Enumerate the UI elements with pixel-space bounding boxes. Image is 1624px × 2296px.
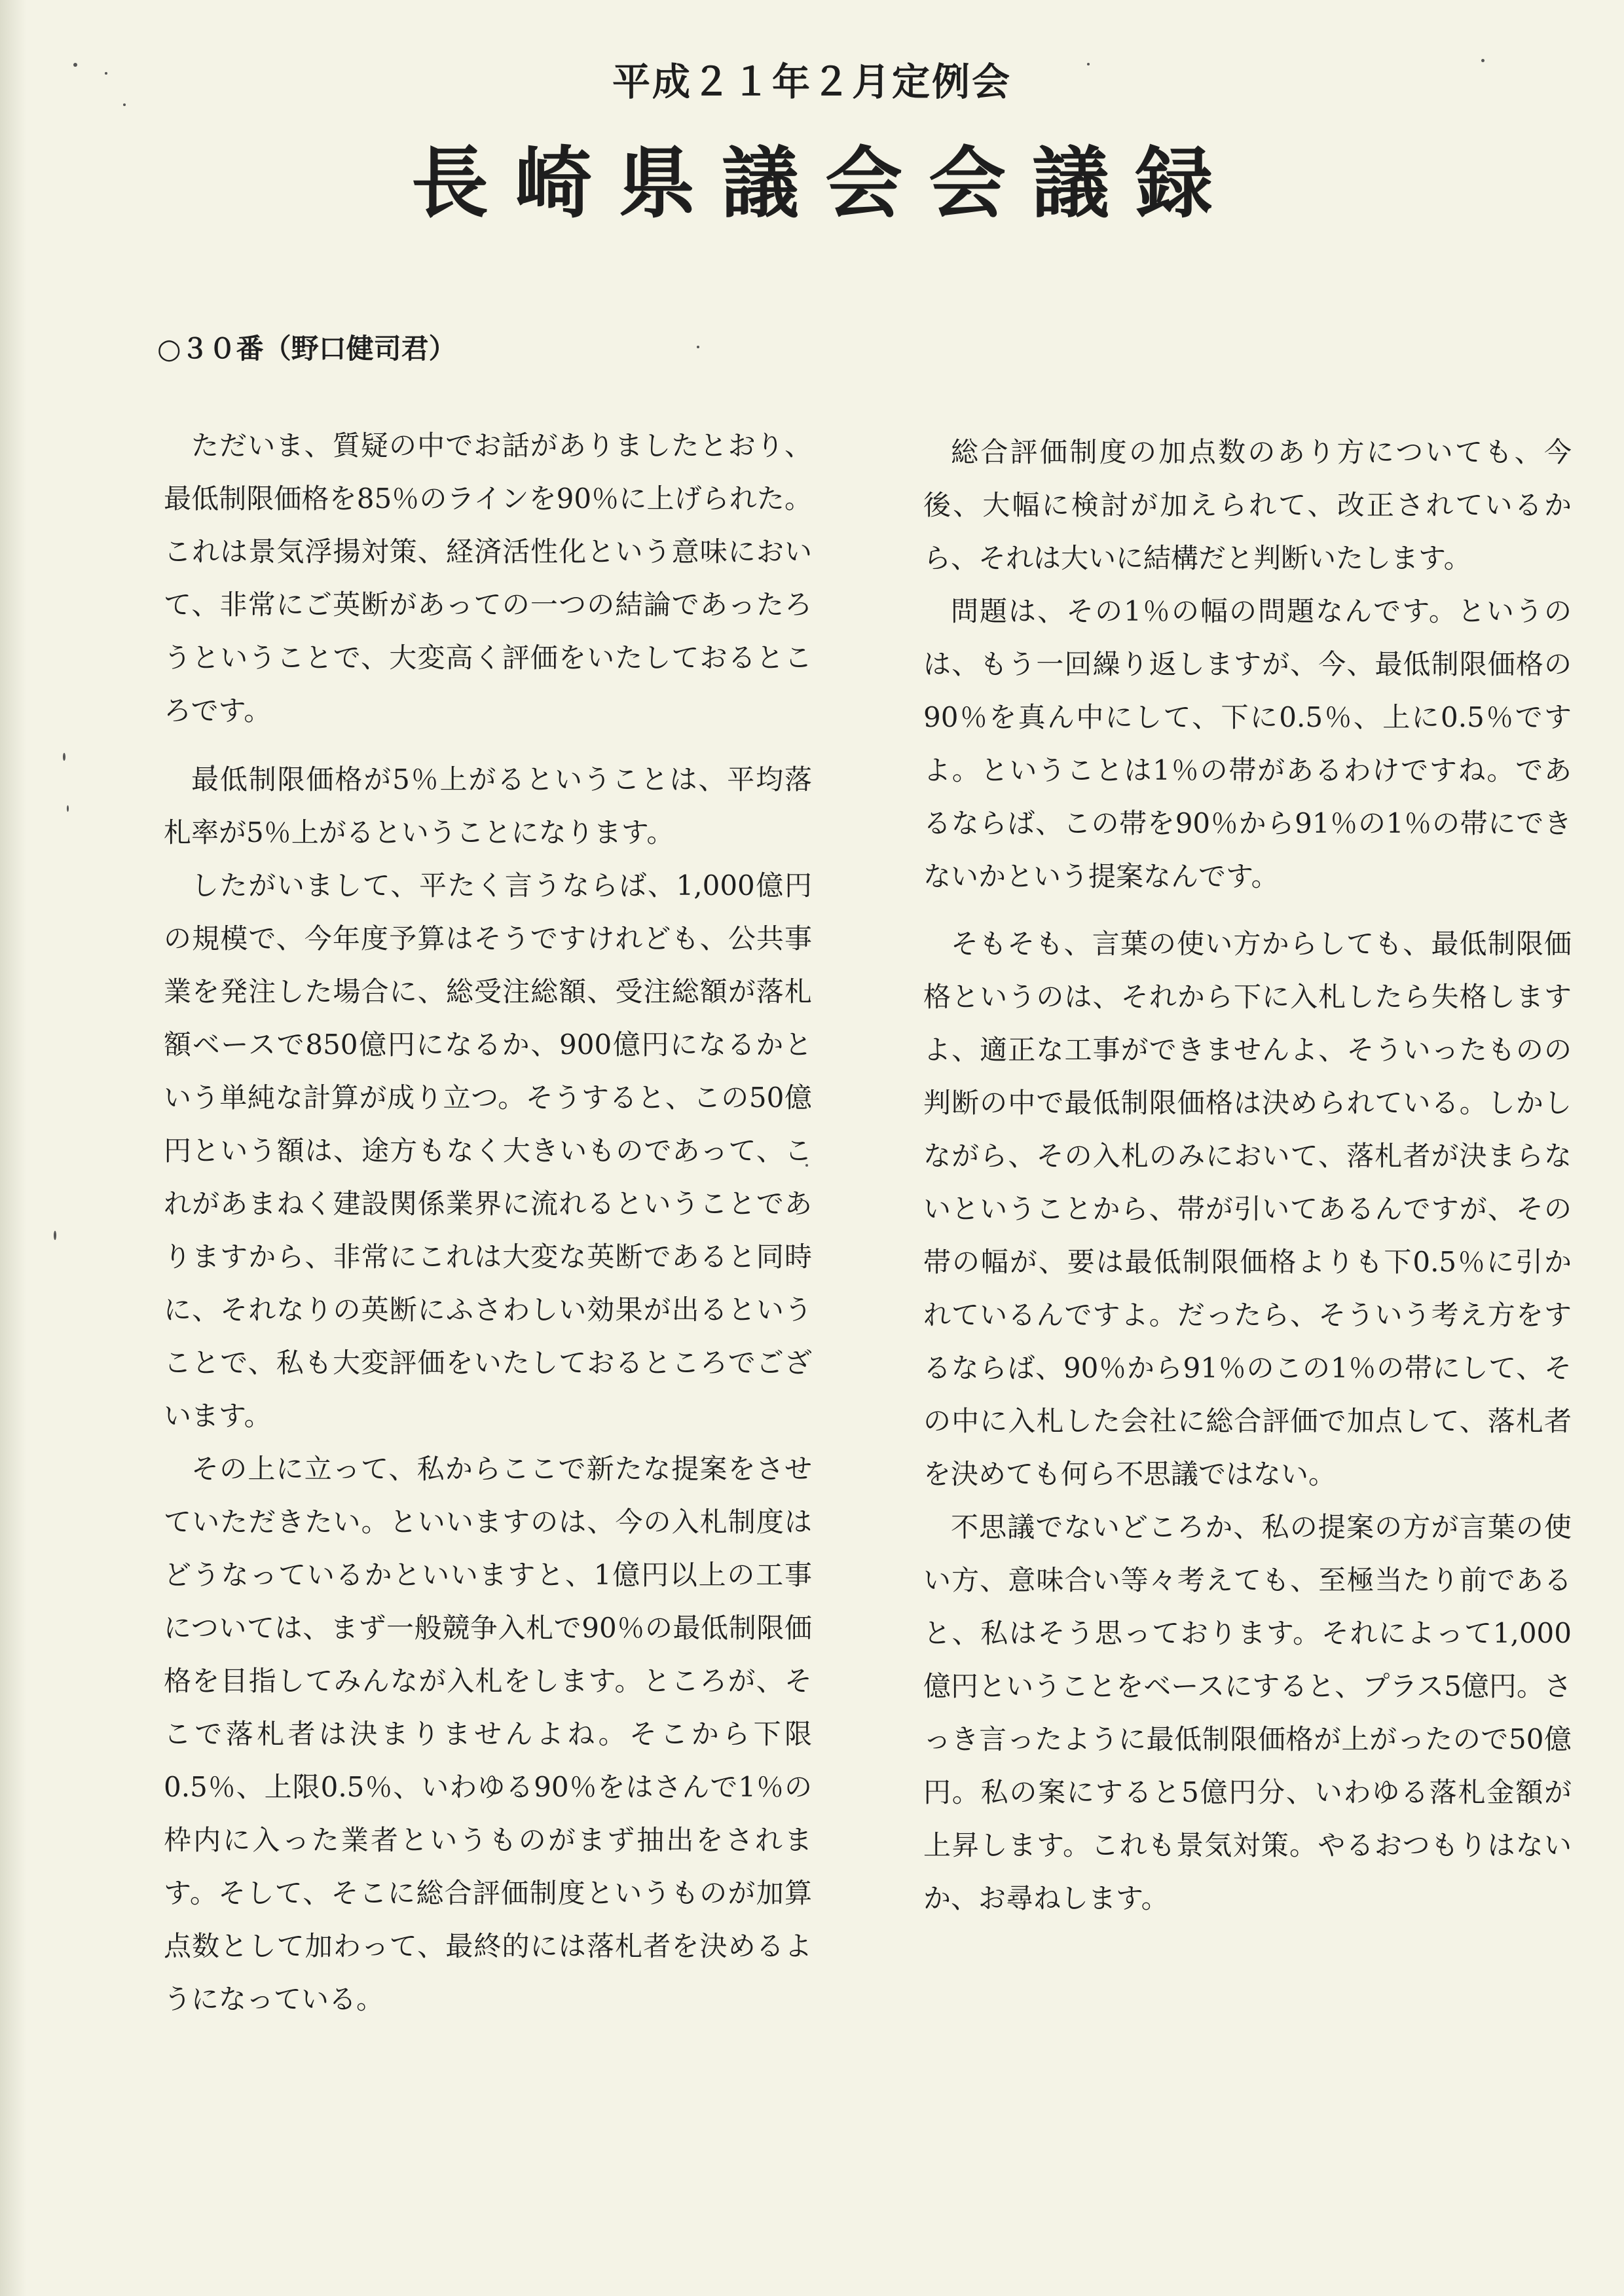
session-heading: 平成２１年２月定例会 (612, 60, 1012, 104)
document-title: 長崎県議会会議録 (411, 137, 1239, 228)
right-paragraph-3: そもそも、言葉の使い方からしても、最低制限価格というのは、それから下に入札したら失格しますよ、適正な工事ができませんよ、そういったものの判断の中で最低制限価格は決められている。しかしながら、その入札のみにおいて、落札者が決まらないということから、帯が引いてあるんですが、その帯の幅が、要は最低制限価格よりも下0.5％に引かれているんですよ。だったら、そういう考え方をするならば、90％から91％のこの1％の帯にして、その中に入札した会社に総合評価で加点して、落札者を決めても何ら不思議ではない。 (923, 928, 1572, 1490)
right-paragraph-4: 不思議でないどころか、私の提案の方が言葉の使い方、意味合い等々考えても、至極当たり前であると、私はそう思っております。それによって1,000億円ということをベースにすると、プラス5億円。さっき言ったように最低制限価格が上がったので50億円。私の案にすると5億円分、いわゆる落札金額が上昇します。これも景気対策。やるおつもりはないか、お尋ねします。 (923, 1511, 1572, 1914)
right-column (923, 426, 1572, 1925)
left-paragraph-4: その上に立って、私からここで新たな提案をさせていただきたい。といいますのは、今の入札制度はどうなっているかといいますと、1億円以上の工事については、まず一般競争入札で90％の最低制限価格を目指してみんなが入札をします。ところが、そこで落札者は決まりませんよね。そこから下限0.5％、上限0.5％、いわゆる90％をはさんで1％の枠内に入った業者というものがまず抽出をされます。そして、そこに総合評価制度というものが加算点数として加わって、最終的には落札者を決めるようになっている。 (164, 1453, 812, 2015)
left-column (164, 419, 812, 2026)
left-paragraph-3: したがいまして、平たく言うならば、1,000億円の規模で、今年度予算はそうですけれども、公共事業を発注した場合に、総受注総額、受注総額が落札額ベースで850億円になるか、900億円になるかという単純な計算が成り立つ。そうすると、この50億円という額は、途方もなく大きいものであって、これがあまねく建設関係業界に流れるということでありますから、非常にこれは大変な英断であると同時に、それなりの英断にふさわしい効果が出るということで、私も大変評価をいたしておるところでございます。 (164, 869, 812, 1432)
right-paragraph-2: 問題は、その1％の幅の問題なんです。というのは、もう一回繰り返しますが、今、最低制限価格の90％を真ん中にして、下に0.5％、上に0.5％ですよ。ということは1％の帯があるわけですね。であるならば、この帯を90％から91％の1％の帯にできないかという提案なんです。 (923, 595, 1572, 892)
scan-edge-shadow (0, 0, 26, 2296)
speaker-label: ○３０番（野口健司君） (157, 333, 456, 365)
left-paragraph-1: ただいま、質疑の中でお話がありましたとおり、最低制限価格を85％のラインを90％に上げられた。これは景気浮揚対策、経済活性化という意味において、非常にご英断があっての一つの結論であったろうということで、大変高く評価をいたしておるところです。 (164, 429, 812, 727)
right-paragraph-1: 総合評価制度の加点数のあり方についても、今後、大幅に検討が加えられて、改正されているから、それは大いに結構だと判断いたします。 (923, 436, 1572, 574)
left-paragraph-2: 最低制限価格が5％上がるということは、平均落札率が5％上がるということになります。 (164, 763, 812, 848)
